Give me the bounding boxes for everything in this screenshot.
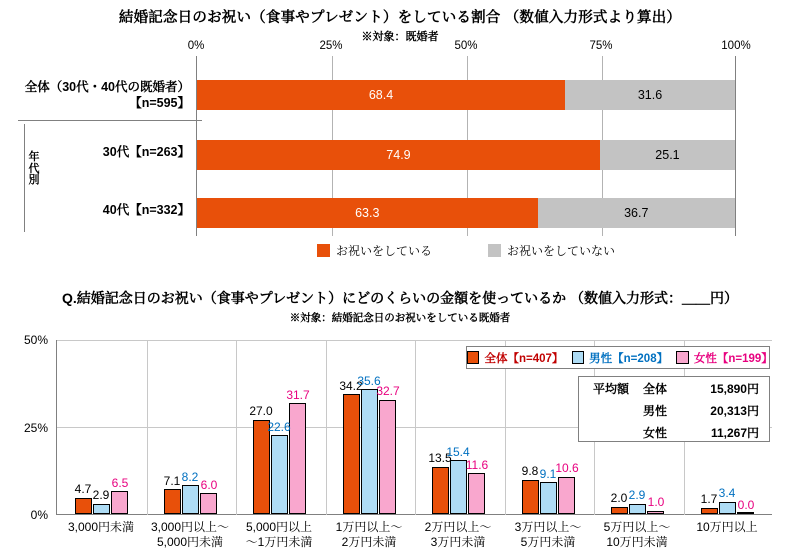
chart1-rowlabel-total-line2: 【n=595】 bbox=[129, 95, 190, 110]
chart2-val-g1-total: 4.7 bbox=[74, 482, 92, 496]
chart2-summary-header: 平均額 bbox=[592, 381, 629, 396]
chart2-legend-swatch-male bbox=[572, 351, 584, 364]
chart2-bar-g8-total bbox=[701, 508, 718, 514]
chart1-rowlabel-40s: 40代【n=332】 bbox=[102, 203, 190, 217]
chart2-val-g4-male: 35.6 bbox=[357, 374, 381, 388]
chart2-catlabel-2: 3,000円以上～ 5,000円未満 bbox=[150, 520, 230, 549]
chart2-bar-g5-female bbox=[468, 473, 485, 514]
chart2-val-g4-total: 34.2 bbox=[339, 379, 363, 393]
chart2-val-g8-male: 3.4 bbox=[718, 486, 736, 500]
chart2-val-g2-female: 6.0 bbox=[200, 478, 218, 492]
chart1-xtick-25: 25% bbox=[319, 40, 343, 52]
chart2-summary-name-0: 全体 bbox=[643, 381, 668, 396]
chart2-bar-g3-female bbox=[289, 403, 306, 514]
chart2-summary-table bbox=[578, 376, 770, 442]
chart1-bar-row-total bbox=[197, 80, 735, 110]
chart2-summary-value-1: 20,313円 bbox=[710, 403, 759, 418]
chart2-bar-g8-female bbox=[737, 512, 754, 514]
chart2-val-g2-total: 7.1 bbox=[163, 474, 181, 488]
chart2-catlabel-5: 2万円以上～ 3万円未満 bbox=[424, 520, 492, 549]
chart2-bar-g5-male bbox=[450, 460, 467, 514]
chart1-bar-row-30s bbox=[197, 140, 735, 170]
chart2-val-g8-female: 0.0 bbox=[737, 498, 755, 512]
chart2-category-labels bbox=[56, 518, 772, 558]
chart2-bar-g5-total bbox=[432, 467, 449, 514]
chart1-xtick-0: 0% bbox=[187, 40, 205, 52]
chart2-y-axis bbox=[0, 333, 52, 522]
chart2-val-g1-male: 2.9 bbox=[92, 488, 110, 502]
chart2-bar-g4-total bbox=[343, 394, 360, 514]
chart2-subtitle: ※対象：結婚記念日のお祝いをしている既婚者 bbox=[289, 312, 511, 324]
chart1-xtick-100: 100% bbox=[721, 40, 751, 52]
chart2-ytick-50: 50% bbox=[23, 333, 48, 347]
chart2-legend-item-male bbox=[572, 350, 669, 366]
chart1-legend-label-no: お祝いをしていない bbox=[507, 243, 616, 258]
chart2-bar-g4-male bbox=[361, 389, 378, 514]
chart2-val-g1-female: 6.5 bbox=[111, 476, 129, 490]
chart1-bar-30s-no: 25.1 bbox=[600, 140, 735, 170]
chart2-title: Q.結婚記念日のお祝い（食事やプレゼント）にどのくらいの金額を使っているか （数値入力形式：＿＿円） bbox=[61, 290, 739, 306]
chart2-bar-g3-male bbox=[271, 435, 288, 514]
chart2-bar-g4-female bbox=[379, 400, 396, 515]
chart1-legend-item-yes bbox=[317, 242, 432, 259]
chart1-bar-total-no: 31.6 bbox=[565, 80, 735, 110]
chart2-catlabel-7: 5万円以上～ 10万円未満 bbox=[603, 520, 671, 549]
chart2-group-3 bbox=[249, 339, 310, 514]
chart2-val-g5-female: 11.6 bbox=[465, 458, 489, 472]
chart2-sep-4 bbox=[415, 340, 416, 515]
chart1-bar-30s-yes: 74.9 bbox=[197, 140, 600, 170]
chart2-legend bbox=[466, 346, 773, 369]
chart1-group-bracket bbox=[24, 124, 25, 232]
chart2-bar-g1-male bbox=[93, 504, 110, 514]
chart2-legend-swatch-female bbox=[676, 351, 688, 364]
table-row bbox=[579, 421, 769, 443]
chart1-xtick-50: 50% bbox=[454, 40, 478, 52]
chart2-val-g7-male: 2.9 bbox=[628, 488, 646, 502]
chart2-summary-name-1: 男性 bbox=[643, 403, 668, 418]
chart1-rowlabel-total-line1: 全体（30代・40代の既婚者） bbox=[24, 80, 190, 94]
chart2-bar-g6-male bbox=[540, 482, 557, 514]
chart2-catlabel-4: 1万円以上～ 2万円未満 bbox=[335, 520, 403, 549]
chart2-summary-value-0: 15,890円 bbox=[710, 381, 759, 396]
chart2-sep-1 bbox=[147, 340, 148, 515]
chart2-ytick-0: 0% bbox=[30, 508, 48, 522]
chart2-summary-value-2: 11,267円 bbox=[710, 425, 759, 440]
chart1-title: 結婚記念日のお祝い（食事やプレゼント）をしている割合 （数値入力形式より算出） bbox=[118, 10, 682, 26]
chart2-group-4 bbox=[339, 339, 400, 514]
chart2-sep-3 bbox=[326, 340, 327, 515]
chart1-bar-40s-no: 36.7 bbox=[538, 198, 735, 228]
chart2-sep-2 bbox=[236, 340, 237, 515]
chart2-group-2 bbox=[164, 339, 218, 514]
chart2-val-g6-female: 10.6 bbox=[555, 461, 579, 475]
chart1-bar-total-yes: 68.4 bbox=[197, 80, 565, 110]
chart1-xtick-75: 75% bbox=[589, 40, 613, 52]
chart2-legend-label-total: 全体【n=407】 bbox=[484, 352, 564, 365]
chart2-legend-swatch-total bbox=[467, 351, 479, 364]
chart2-val-g6-total: 9.8 bbox=[521, 464, 539, 478]
chart2-legend-label-female: 女性【n=199】 bbox=[693, 352, 773, 365]
chart1-bar-40s-yes: 63.3 bbox=[197, 198, 538, 228]
chart2-val-g7-total: 2.0 bbox=[610, 491, 628, 505]
chart1-legend-label-yes: お祝いをしている bbox=[335, 243, 432, 258]
chart2-legend-item-total bbox=[467, 350, 564, 366]
chart1-divider bbox=[18, 120, 202, 121]
chart2-val-g5-male: 15.4 bbox=[446, 445, 470, 459]
chart2-catlabel-8: 10万円以上 bbox=[696, 520, 758, 534]
chart1-legend-swatch-no bbox=[488, 244, 501, 257]
chart2-bar-g7-total bbox=[611, 507, 628, 514]
chart2-bar-g8-male bbox=[719, 502, 736, 514]
chart2-group-1 bbox=[75, 339, 129, 514]
chart1-x-axis bbox=[187, 0, 751, 56]
chart1-row-labels bbox=[6, 56, 196, 236]
chart2-val-g3-total: 27.0 bbox=[249, 404, 273, 418]
chart2-bar-g1-female bbox=[111, 491, 128, 514]
chart1-subtitle: ※対象：既婚者 bbox=[361, 31, 439, 43]
chart1-legend-swatch-yes bbox=[317, 244, 330, 257]
chart2-bar-g7-male bbox=[629, 504, 646, 514]
chart2-val-g2-male: 8.2 bbox=[181, 470, 199, 484]
chart2-val-g4-female: 32.7 bbox=[376, 384, 400, 398]
chart2-bar-g2-female bbox=[200, 493, 217, 514]
chart2-legend-label-male: 男性【n=208】 bbox=[589, 352, 669, 365]
chart1-rowlabel-30s: 30代【n=263】 bbox=[102, 145, 190, 159]
chart2-val-g7-female: 1.0 bbox=[647, 495, 665, 509]
chart2-val-g6-male: 9.1 bbox=[539, 467, 557, 481]
chart2-bar-g1-total bbox=[75, 498, 92, 515]
table-row bbox=[579, 399, 769, 421]
chart1-legend bbox=[196, 240, 736, 260]
chart2-ytick-25: 25% bbox=[23, 420, 48, 435]
chart2-catlabel-1: 3,000円未満 bbox=[67, 520, 135, 534]
chart2-bar-g7-female bbox=[647, 511, 664, 515]
chart2-summary-name-2: 女性 bbox=[643, 425, 668, 440]
chart1-group-label: 年 代 別 bbox=[28, 151, 40, 187]
chart2-bar-g6-total bbox=[522, 480, 539, 514]
chart1-bar-row-40s bbox=[197, 198, 735, 228]
chart1-rowlabel-total bbox=[25, 80, 190, 111]
chart2-val-g5-total: 13.5 bbox=[428, 451, 452, 465]
chart2-catlabel-3: 5,000円以上 ～1万円未満 bbox=[245, 520, 313, 549]
chart2-val-g3-female: 31.7 bbox=[286, 388, 310, 402]
chart1-legend-item-no bbox=[488, 242, 615, 259]
chart2-legend-item-female bbox=[676, 350, 773, 366]
chart1-plot bbox=[196, 56, 736, 236]
chart2-bar-g6-female bbox=[558, 477, 575, 514]
chart2-val-g8-total: 1.7 bbox=[700, 492, 718, 506]
chart2-val-g3-male: 22.6 bbox=[267, 420, 291, 434]
table-row bbox=[579, 377, 769, 399]
chart2-bar-g2-male bbox=[182, 485, 199, 514]
chart2-catlabel-6: 3万円以上～ 5万円未満 bbox=[514, 520, 582, 549]
chart2-bar-g2-total bbox=[164, 489, 181, 514]
